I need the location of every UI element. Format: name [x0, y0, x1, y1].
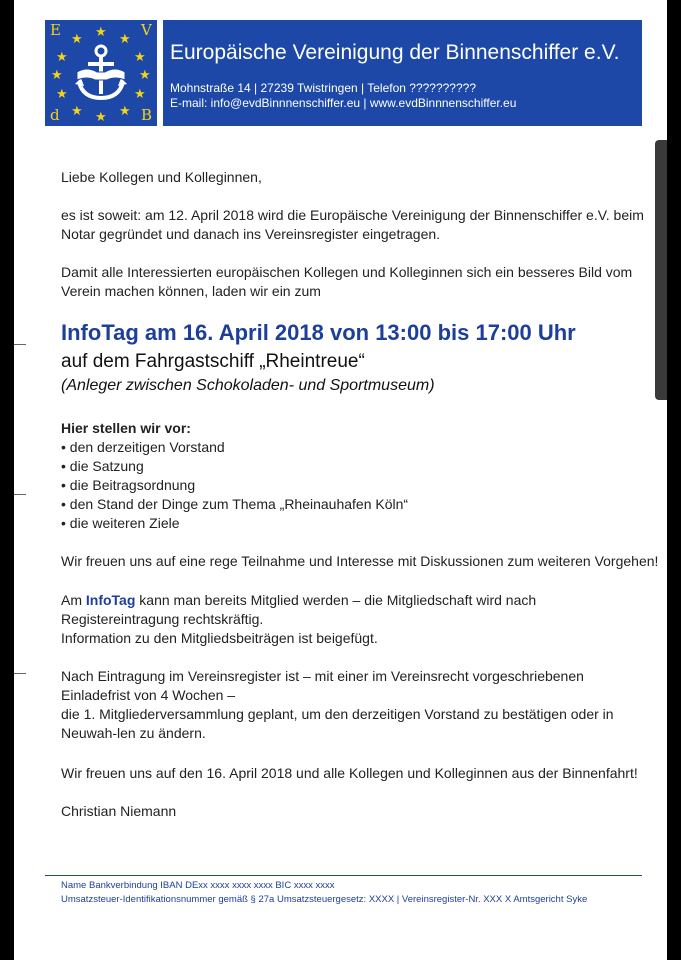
footer-registry: Umsatzsteuer-Identifikationsnummer gemäß § 27a Umsatzsteuergesetz: XXXX | Vereinsregister-Nr. XXX X Amtsgericht Syke	[61, 894, 588, 905]
footer-bank: Name Bankverbindung IBAN DExx xxxx xxxx xxxx BIC xxxx xxxx	[61, 880, 335, 891]
paragraph-founding: es ist soweit: am 12. April 2018 wird die Europäische Vereinigung der Binnenschiffer e.V. beim Notar gegründet und danach ins Vereinsregister eingetragen.	[61, 207, 644, 242]
paragraph-membership	[61, 591, 641, 648]
logo-letter-v: V	[141, 21, 152, 39]
scroll-edge	[655, 140, 667, 400]
star-icon: ★	[56, 49, 68, 64]
paragraph-closing: Wir freuen uns auf den 16. April 2018 und alle Kollegen und Kolleginnen aus der Binnenfahrt!	[61, 765, 638, 781]
infotag-highlight: InfoTag	[85, 592, 136, 608]
handshake-anchor-icon	[71, 42, 131, 104]
organization-contact: E-mail: info@evdBinnnenschiffer.eu | www.evdBinnnenschiffer.eu	[170, 96, 517, 110]
organization-address: Mohnstraße 14 | 27239 Twistringen | Telefon ??????????	[170, 81, 477, 95]
letterhead-banner	[163, 20, 642, 126]
star-icon: ★	[134, 49, 146, 64]
agenda-list	[61, 419, 408, 533]
greeting: Liebe Kollegen und Kolleginnen,	[61, 169, 262, 185]
footer-divider	[45, 875, 642, 876]
star-icon: ★	[95, 109, 107, 124]
membership-fees-note: Information zu den Mitgliedsbeiträgen ist beigefügt.	[61, 630, 378, 646]
letterhead	[45, 20, 642, 126]
membership-text: kann man bereits Mitglied werden – die Mitgliedschaft wird nach Registereintragung rechtskräftig.	[61, 592, 537, 627]
star-icon: ★	[119, 103, 131, 118]
infotag-heading: InfoTag am 16. April 2018 von 13:00 bis 17:00 Uhr	[61, 320, 576, 345]
star-icon: ★	[71, 103, 83, 118]
evdb-logo	[45, 20, 157, 126]
logo-letter-b: B	[141, 106, 153, 124]
agenda-heading: Hier stellen wir vor:	[61, 420, 191, 436]
assembly-line-2: die 1. Mitgliederversammlung geplant, um den derzeitigen Vorstand zu bestätigen oder in Neuwah-len zu ändern.	[61, 706, 614, 741]
star-icon: ★	[134, 86, 146, 101]
letter-page	[14, 0, 667, 960]
star-icon: ★	[51, 67, 63, 82]
agenda-item: • den derzeitigen Vorstand	[61, 439, 225, 455]
fold-mark	[14, 344, 26, 345]
infotag-location: (Anleger zwischen Schokoladen- und Sportmuseum)	[61, 377, 435, 394]
star-icon: ★	[119, 31, 131, 46]
fold-mark	[14, 494, 26, 495]
star-icon: ★	[71, 31, 83, 46]
organization-name: Europäische Vereinigung der Binnenschiffer e.V.	[170, 41, 620, 64]
signature: Christian Niemann	[61, 803, 177, 819]
infotag-ship: auf dem Fahrgastschiff „Rheintreue“	[61, 351, 365, 372]
fold-mark	[14, 673, 26, 674]
paragraph-invitation: Damit alle Interessierten europäischen Kollegen und Kolleginnen sich ein besseres Bild vom Verein machen können, laden wir ein zum	[61, 264, 633, 299]
paragraph-assembly	[61, 667, 636, 743]
agenda-item: • die Satzung	[61, 458, 144, 474]
assembly-line-1: Nach Eintragung im Vereinsregister ist – mit einer im Vereinsrecht vorgeschriebenen Einladefrist von 4 Wochen –	[61, 668, 584, 703]
star-icon: ★	[139, 67, 151, 82]
star-icon: ★	[56, 86, 68, 101]
star-icon: ★	[95, 24, 107, 39]
logo-letter-e: E	[50, 21, 61, 39]
agenda-item: • die weiteren Ziele	[61, 515, 180, 531]
agenda-item: • die Beitragsordnung	[61, 477, 196, 493]
agenda-item: • den Stand der Dinge zum Thema „Rheinauhafen Köln“	[61, 496, 409, 512]
logo-letter-d: d	[50, 106, 60, 124]
paragraph-participation: Wir freuen uns auf eine rege Teilnahme und Interesse mit Diskussionen zum weiteren Vorgehen!	[61, 553, 659, 569]
membership-prefix: Am	[61, 592, 86, 608]
